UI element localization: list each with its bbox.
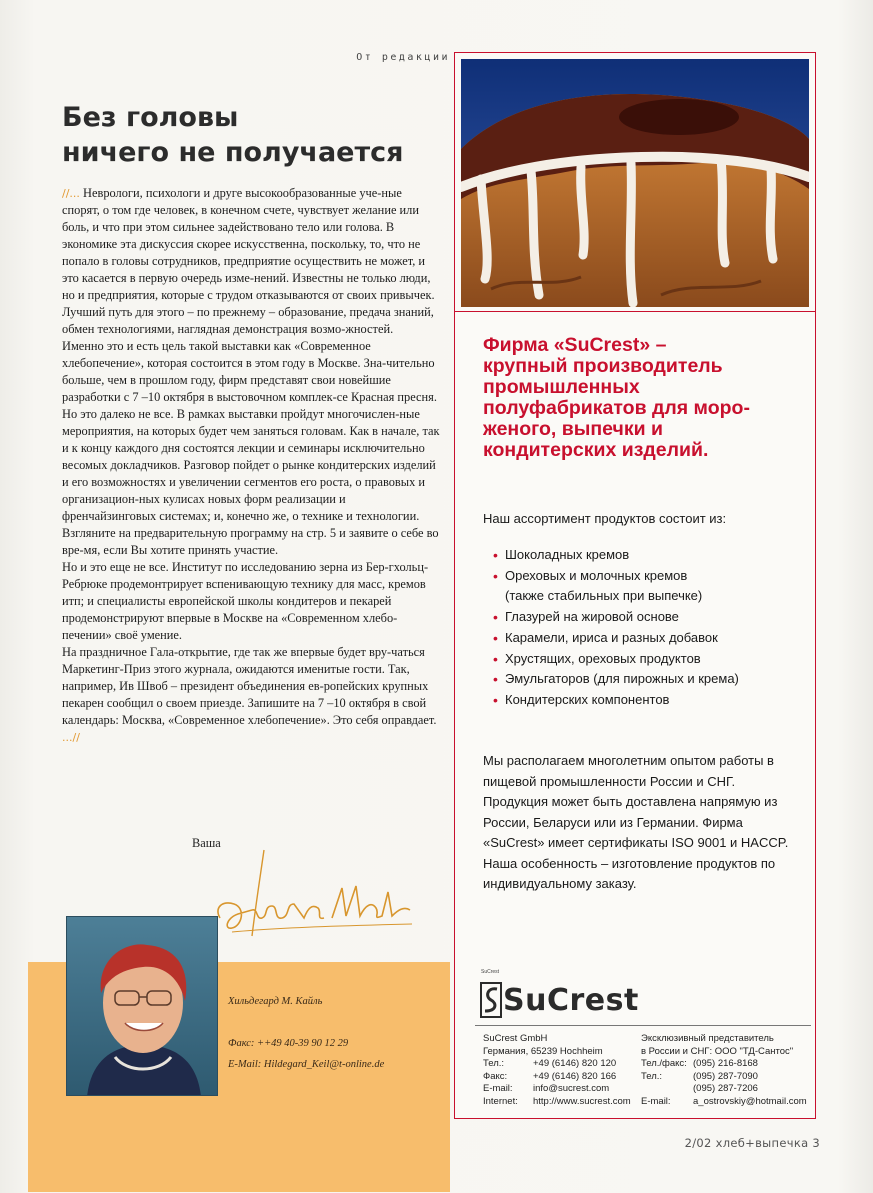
- contact-company: SuCrest GmbH: [483, 1033, 548, 1044]
- contact-row: E-mail: a_ostrovskiy@hotmail.com: [641, 1095, 807, 1107]
- contact-row: E-mail: info@sucrest.com: [483, 1083, 610, 1095]
- list-item: • Глазурей на жировой основе: [505, 607, 805, 628]
- website-link[interactable]: http://www.sucrest.com: [533, 1095, 631, 1107]
- contact-germany: [483, 1033, 643, 1109]
- email-link[interactable]: info@sucrest.com: [533, 1083, 610, 1095]
- product-list: [505, 545, 805, 711]
- author-name: Хильдегард М. Кайль: [228, 996, 323, 1007]
- article-headline: [62, 100, 442, 170]
- article-paragraph: Но и это еще не все. Институт по исследованию зерна из Бер-гхольц-Ребрюке продемонтрирует вспенивающую технику для масс, кремов итп; и специалисты европейской школы кондитеров и пекарей продемонстрируют впервые в Москве на «Современном хлебо-печении» своё умение.: [62, 560, 429, 642]
- close-mark: ...//: [62, 731, 80, 744]
- contact-row: Тел./факс: (095) 216-8168: [641, 1058, 758, 1070]
- article-paragraph: Именно это и есть цель такой выставки как «Современное хлебопечение», которая состоится в этом году в Москве. Зна-чительно больше, чем в прошлом году, фирм представят свои новейшие разработки с 7 –10 октября в выстовочном комплек-се Красная пресня.: [62, 339, 437, 404]
- headline-line-2: ничего не получается: [62, 137, 404, 168]
- handwritten-signature: [212, 848, 427, 943]
- open-mark: //...: [62, 187, 80, 200]
- list-item: • Кондитерских компонентов: [505, 690, 805, 711]
- sucrest-advertisement: [454, 52, 816, 1119]
- contact-row: Факс: +49 (6146) 820 166: [483, 1070, 617, 1082]
- contact-row: (095) 287-7206: [693, 1083, 758, 1095]
- contact-divider: [475, 1025, 811, 1026]
- contact-russia: [641, 1033, 816, 1109]
- contact-city: Германия, 65239 Hochheim: [483, 1045, 603, 1057]
- email-link[interactable]: a_ostrovskiy@hotmail.com: [693, 1095, 807, 1107]
- article-paragraph: //... Неврологи, психологи и друге высокообразованные уче-ные спорят, о том где человек, в конечном счете, чувствует желание или боль, и что при этом сильнее задействовано тело или голова. В экономике эта дискуссия скорее искусственна, поскольку, то, что не попало в головы сотрудников, предприятие осуществить не может, и это касается в первую очередь изме-нений. Известны не только люди, но и предприятия, которые с трудом отказываются от своих привычек.: [62, 186, 435, 302]
- ad-headline: Фирма «SuCrest» – крупный производитель промышленных полуфабрикатов для моро- женого, выпечки и кондитерских изделий.: [483, 334, 750, 461]
- section-label: От редакции: [356, 52, 450, 63]
- ad-company-description: Мы располагаем многолетним опытом работы в пищевой промышленности России и СНГ. Продукция может быть доставлена напрямую из России, Беларуси или из Германии. Фирма «SuCrest» имеет сертификаты ISO 9001 и HACCP. Наша особенность – изготовление продуктов по индивидуальному заказу.: [483, 753, 789, 891]
- author-photo: [66, 916, 218, 1096]
- article-paragraph: Лучший путь для этого – по прежнему – образование, предача знаний, обмен технологиями, наглядная демонстрация возмо-жностей.: [62, 305, 434, 336]
- contact-row: Тел.: (095) 287-7090: [641, 1070, 758, 1082]
- product-note: (также стабильных при выпечке): [505, 588, 703, 604]
- author-email[interactable]: E-Mail: Hildegard_Keil@t-online.de: [228, 1059, 385, 1070]
- list-item: • Шоколадных кремов: [505, 545, 805, 566]
- contact-rep-line2: в России и СНГ: ООО "ТД-Сантос": [641, 1045, 794, 1057]
- contact-row: Тел.: +49 (6146) 820 120: [483, 1058, 617, 1070]
- glazed-cake-illustration: [461, 59, 809, 307]
- ad-divider: [455, 311, 815, 312]
- article-paragraph: На праздничное Гала-открытие, где так же впервые будет вру-чаться Маркетинг-Приз этого журнала, ожидаются именитые гости. Так, например, Ив Швоб – президент объединения ев-ропейских крупных пекарен сообщил о своем приезде. Запишите на 7 –10 октября в свой календарь: Москва, «Современное хлебопечение». Это себя оправдает. ...//: [62, 645, 437, 744]
- contact-rep-line1: Эксклюзивный представитель: [641, 1033, 774, 1044]
- author-fax: Факс: ++49 40-39 90 12 29: [228, 1038, 349, 1049]
- article-body: [62, 185, 442, 746]
- list-item: • Ореховых и молочных кремов (также стабильных при выпечке): [505, 566, 805, 607]
- headline-line-1: Без головы: [62, 102, 239, 133]
- contact-row: Internet: http://www.sucrest.com: [483, 1095, 631, 1107]
- list-item: • Карамели, ириса и разных добавок: [505, 628, 805, 649]
- logo-small-text: SuCrest: [481, 969, 500, 975]
- closing-word: Ваша: [192, 836, 221, 850]
- cake-photo: [461, 59, 809, 307]
- list-item: • Хрустящих, ореховых продуктов: [505, 649, 805, 670]
- ad-product-intro: Наш ассортимент продуктов состоит из:: [483, 511, 727, 526]
- article-paragraph: Но это далеко не все. В рамках выставки пройдут многочислен-ные мероприятия, на которых будет чем заняться головам. Как в начале, так и к концу каждого дня состоятся лекции и семинары исключительно весомых докладчиков. Разговор пойдет о рынке кондитерских изделий и его возможностях и увеличении сегментов его роста, о правовых и организацион-ных кулисах новых форм реализации и френчайзинговых системах; и, конечно же, о технике и технологии. Взгляните на предварительную программу на стр. 5 и заявите о себе во вре-мя, если Вы хотите принять участие.: [62, 407, 440, 557]
- page-footer: 2/02 хлеб+выпечка 3: [684, 1136, 820, 1150]
- portrait-illustration: [67, 917, 218, 1096]
- list-item: • Эмульгаторов (для пирожных и крема): [505, 669, 805, 690]
- logo-wordmark: SuCrest: [503, 983, 639, 1018]
